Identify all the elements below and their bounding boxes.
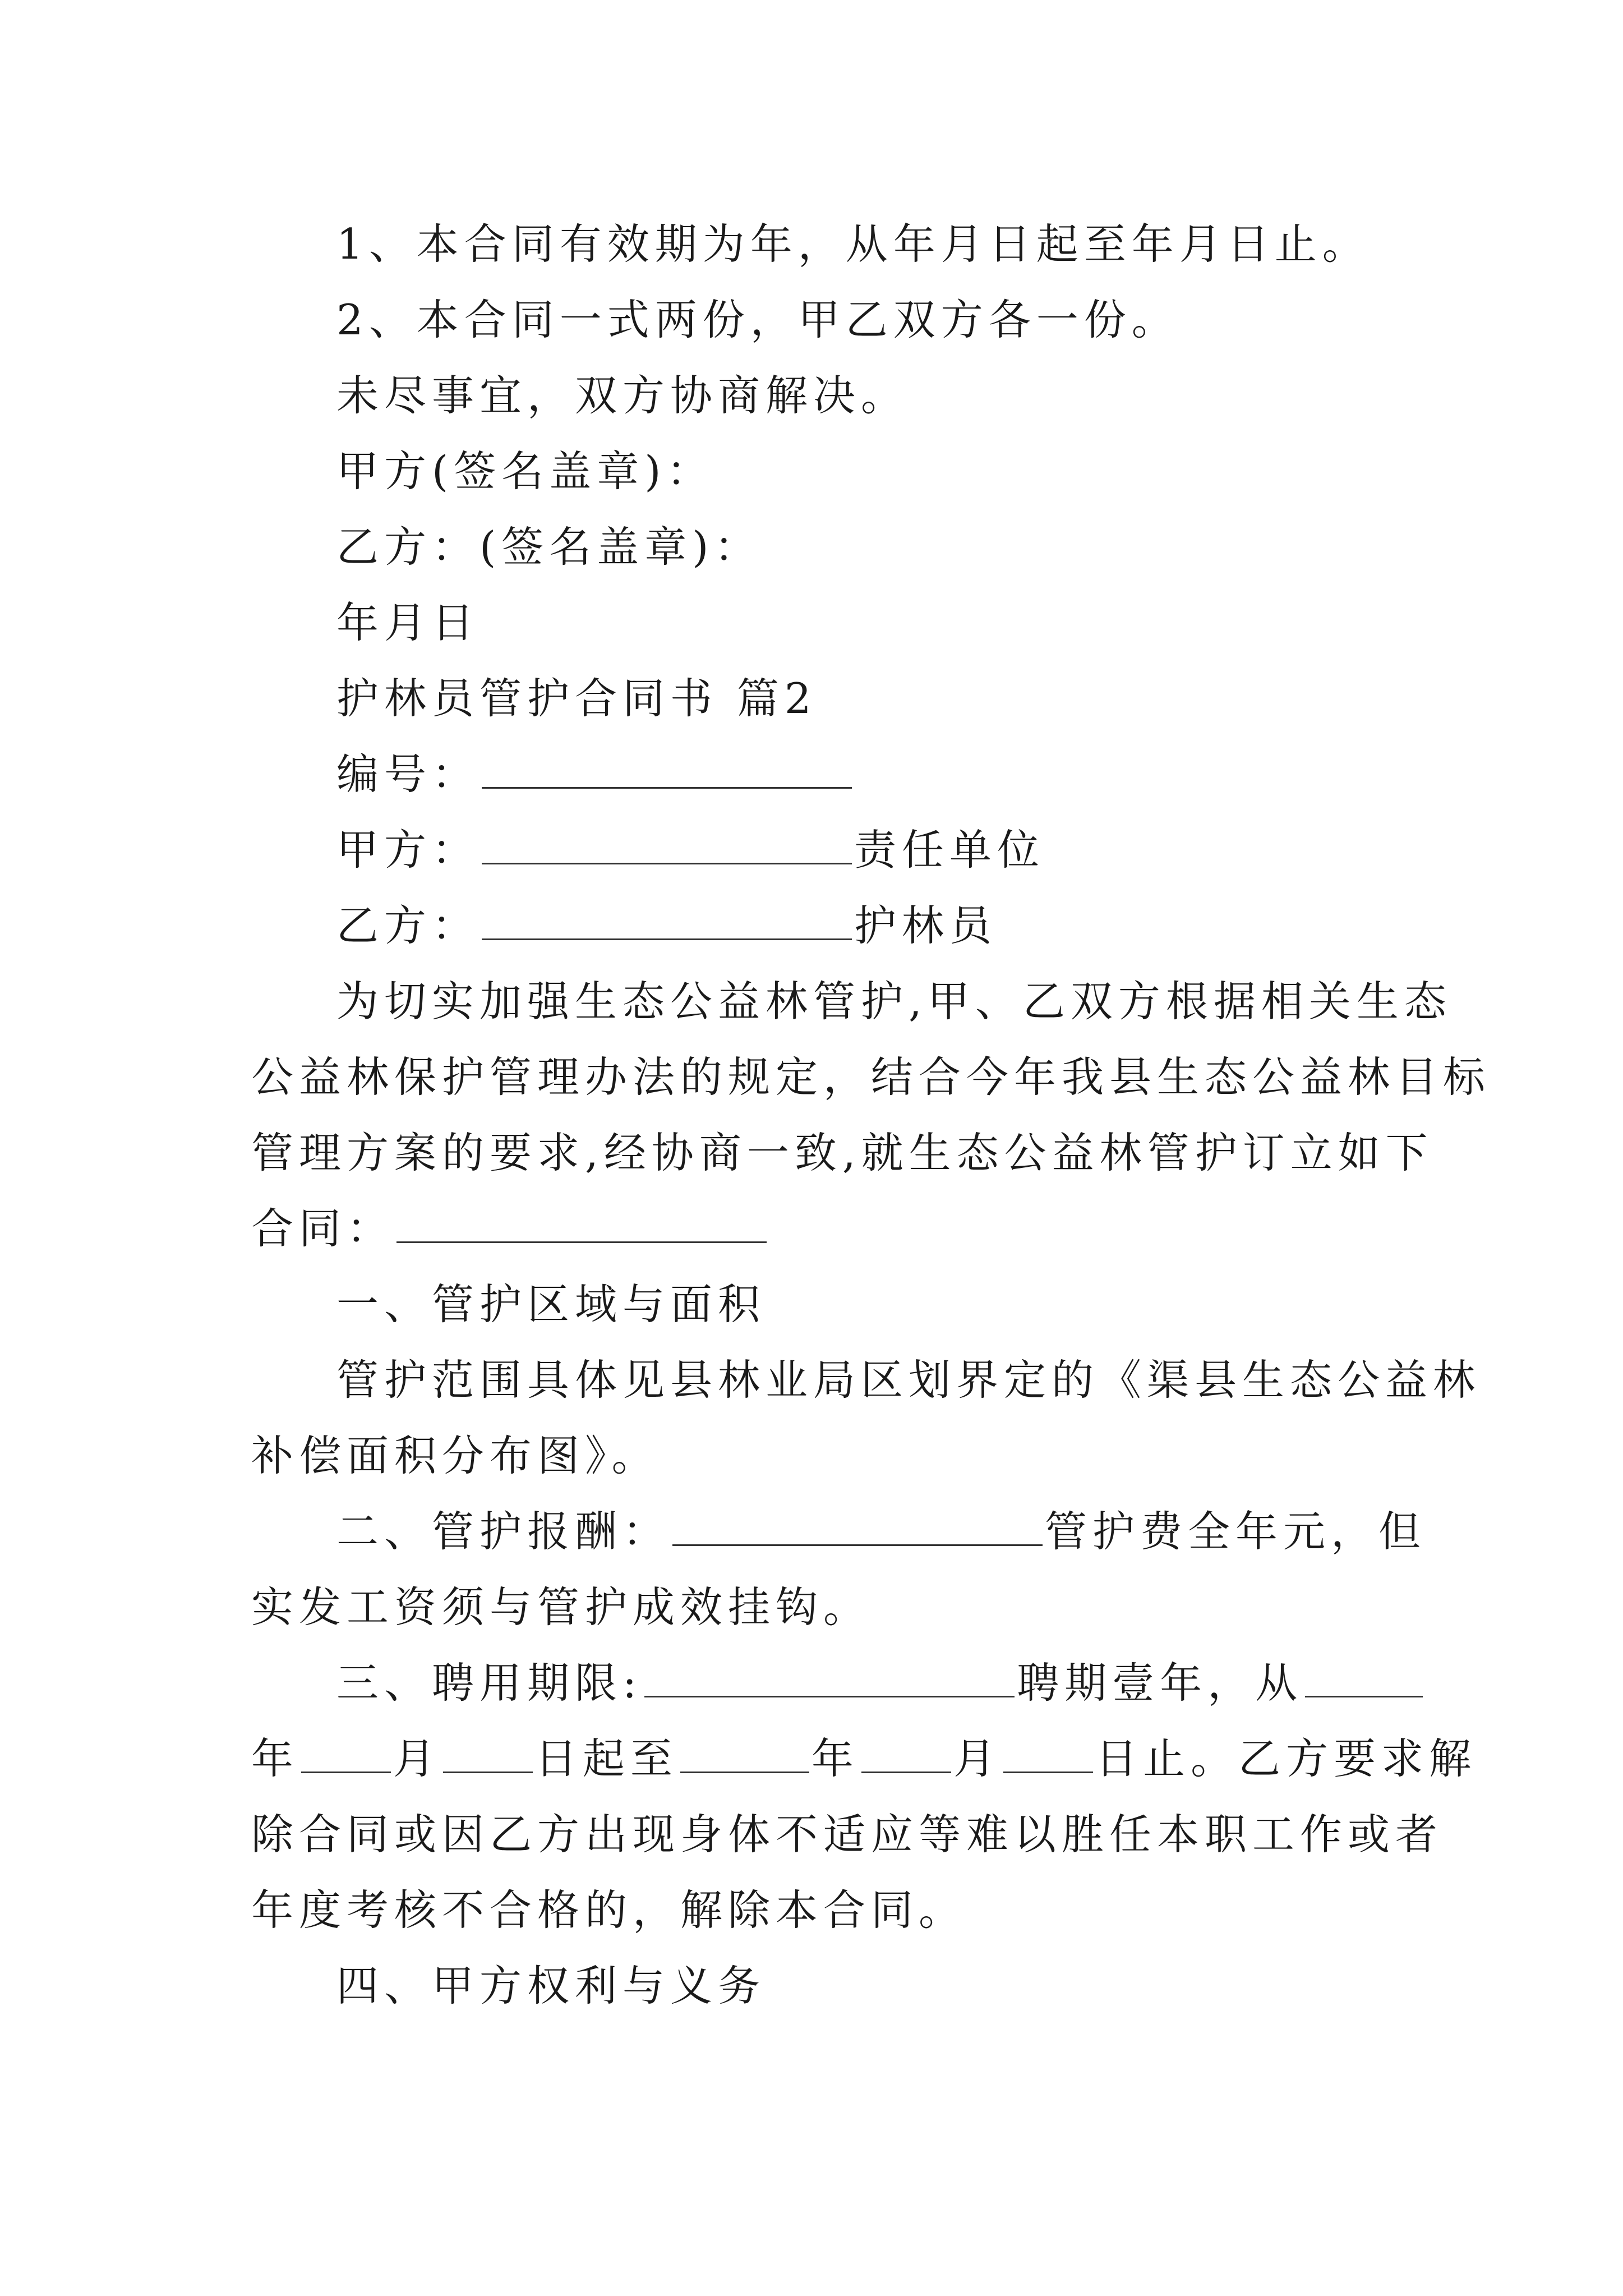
contract-blank — [396, 1202, 767, 1243]
term-line-1 — [336, 1655, 1385, 1711]
end-day-blank — [1003, 1732, 1093, 1773]
contract-number-line — [336, 746, 1385, 802]
clause-copies: 2、本合同一式两份，甲乙双方各一份。 — [336, 295, 1179, 344]
preamble-line-1: 为切实加强生态公益林管护,甲、乙双方根据相关生态 — [336, 977, 1452, 1026]
contract-label: 合同： — [251, 1204, 395, 1253]
area-line-2: 补偿面积分布图》。 — [251, 1431, 660, 1480]
area-line-1: 管护范围具体见县林业局区划界定的《渠县生态公益林 — [336, 1355, 1481, 1405]
party-b-line — [336, 898, 1385, 954]
start-day-label: 日起至 — [535, 1734, 679, 1783]
term-line-2 — [251, 1731, 1477, 1787]
party-a-label: 甲方： — [336, 825, 480, 875]
pay-label: 二、管护报酬： — [336, 1507, 671, 1556]
heading-party-a-rights: 四、甲方权利与义务 — [336, 1961, 766, 2010]
party-a-signature: 甲方(签名盖章)： — [336, 447, 714, 496]
end-year-blank — [680, 1732, 809, 1773]
start-year-label: 年 — [251, 1734, 299, 1783]
signature-date: 年月日 — [336, 598, 480, 647]
preamble-line-3: 管理方案的要求,经协商一致,就生态公益林管护订立如下 — [251, 1128, 1433, 1177]
contract-number-blank — [482, 748, 852, 789]
term-text: 聘期壹年，从 — [1017, 1658, 1303, 1708]
end-year-label: 年 — [811, 1734, 860, 1783]
term-label: 三、聘用期限: — [336, 1658, 643, 1708]
term-blank — [644, 1657, 1015, 1697]
party-b-role: 护林员 — [854, 901, 998, 950]
term-line-3: 除合同或因乙方出现身体不适应等难以胜任本职工作或者 — [251, 1810, 1444, 1859]
pay-line-1 — [336, 1503, 1427, 1559]
pay-text: 管护费全年元，但 — [1045, 1507, 1427, 1556]
party-b-signature: 乙方：(签名盖章)： — [336, 522, 762, 572]
start-month-label: 月 — [393, 1734, 441, 1783]
pay-line-2: 实发工资须与管护成效挂钩。 — [251, 1582, 872, 1632]
party-b-label: 乙方： — [336, 901, 480, 950]
clause-validity: 1、本合同有效期为年，从年月日起至年月日止。 — [336, 219, 1370, 269]
preamble-line-2: 公益林保护管理办法的规定，结合今年我县生态公益林目标 — [251, 1052, 1491, 1102]
start-day-blank — [443, 1732, 533, 1773]
clause-unresolved: 未尽事宜，双方协商解决。 — [336, 371, 909, 420]
start-month-blank — [301, 1732, 391, 1773]
party-a-line — [336, 822, 1385, 878]
term-line-4: 年度考核不合格的，解除本合同。 — [251, 1885, 967, 1935]
heading-area: 一、管护区域与面积 — [336, 1280, 766, 1329]
party-b-blank — [482, 899, 852, 940]
contract-number-label: 编号： — [336, 749, 480, 799]
end-month-blank — [861, 1732, 951, 1773]
section-title: 护林员管护合同书 篇2 — [336, 674, 817, 723]
preamble-line-4 — [251, 1200, 1384, 1257]
party-a-role: 责任单位 — [854, 825, 1045, 875]
start-year-blank — [1305, 1657, 1423, 1697]
party-a-blank — [482, 823, 852, 864]
end-day-label: 日止。乙方要求解 — [1095, 1734, 1477, 1783]
end-month-label: 月 — [953, 1734, 1002, 1783]
pay-blank — [672, 1505, 1043, 1546]
